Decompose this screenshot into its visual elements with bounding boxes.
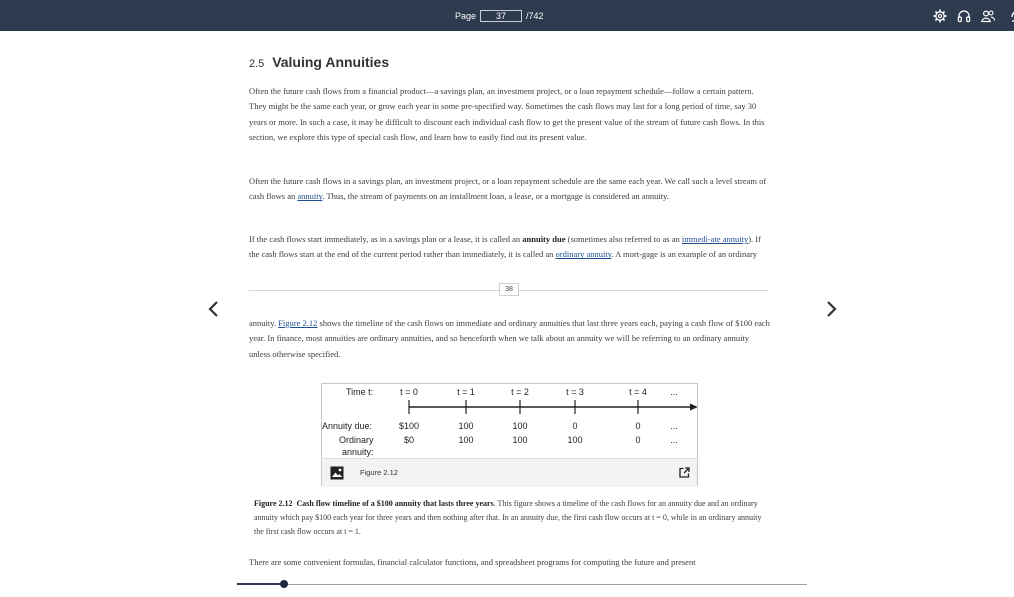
image-icon[interactable] <box>330 466 344 480</box>
timeline-arrowhead <box>690 404 697 411</box>
annuity-due-value-3: 0 <box>572 421 578 431</box>
figure-2-12-link[interactable]: Figure 2.12 <box>278 318 318 328</box>
annuity-due-value-ellipsis: ... <box>670 421 678 431</box>
reading-progress-handle[interactable] <box>280 580 288 588</box>
page-number-input[interactable] <box>480 10 522 22</box>
time-label-0: t = 0 <box>400 387 418 397</box>
reading-progress-track[interactable] <box>237 584 807 585</box>
time-label-4: t = 4 <box>629 387 647 397</box>
time-label-3: t = 3 <box>566 387 584 397</box>
paragraph-figure-reference <box>249 316 771 362</box>
figure-caption <box>254 497 769 539</box>
section-title: Valuing Annuities <box>272 54 390 70</box>
caption-label: Figure 2.12 <box>254 499 293 508</box>
external-link-icon[interactable] <box>679 467 690 478</box>
annuity-link[interactable]: annuity <box>297 191 323 202</box>
page-navigator <box>455 9 544 23</box>
toolbar-icons <box>932 8 1014 24</box>
time-label-1: t = 1 <box>457 387 475 397</box>
page-label: Page <box>455 11 477 21</box>
annuity-due-label: Annuity due: <box>322 421 373 431</box>
caption-title: Cash flow timeline of a $100 annuity that lasts three years <box>296 499 494 508</box>
paragraph-intro: Often the future cash flows from a financial product—a savings plan, an investment project, or a loan repayment schedule—follow a certain pattern. They might be the same each year, or grow each year in some pre-specified way. Sometimes the cash flows may last for a long period of time, say 30 years or more. In such a case, it may be difficult to discount each individual cash flow to get the present value of the stream of future cash flows. In this section, we explore this type of special cash flow, and learn how to easily find out its present value. <box>249 86 765 143</box>
caption-text: . This figure shows a timeline of the cash flows for an annuity due and an ordinary annuity which pay $100 each year for three years and then nothing after that. In an annuity due, the first cash flow occurs at t = 0, while in an ordinary annuity the first cash flow occurs at t = 1. <box>254 499 762 536</box>
figure-footer <box>322 458 697 487</box>
reader-toolbar <box>0 0 1014 31</box>
figure-footer-caption: Figure 2.12 <box>360 468 398 477</box>
ordinary-annuity-label-line1: Ordinary <box>339 435 374 445</box>
text-segment: annuity. <box>249 318 279 328</box>
ordinary-annuity-value-0: $0 <box>403 435 415 445</box>
paragraph-annuity-definition <box>249 174 771 205</box>
ordinary-annuity-link[interactable]: ordinary annuity <box>555 249 612 260</box>
section-number: 2.5 <box>249 58 265 70</box>
annuity-due-term: annuity due <box>522 234 566 244</box>
text-segment: If the cash flows start immediately, as in a savings plan or a lease, it is called an <box>249 234 523 244</box>
annuity-due-value-4: 0 <box>635 421 641 431</box>
immediate-annuity-link[interactable]: immedi-ate annuity <box>681 234 749 244</box>
ordinary-annuity-value-2: 100 <box>512 435 528 445</box>
annuity-due-value-0: $100 <box>398 421 420 431</box>
page-total: /742 <box>526 11 544 21</box>
cash-flow-timeline <box>322 384 697 458</box>
annuity-due-value-1: 100 <box>458 421 474 431</box>
time-axis-label: Time t: <box>346 387 374 397</box>
section-heading <box>249 54 389 70</box>
ordinary-annuity-label-line2: annuity: <box>342 447 374 457</box>
headphones-icon[interactable] <box>956 8 972 24</box>
text-segment: shows the timeline of the cash flows on immediate and ordinary annuities that last three years each, paying a cash flow of $100 each year. In finance, most annuities are ordinary annuities, and so henceforth when we talk about an annuity we will be referring to an ordinary annuity unless otherwise specified. <box>249 318 770 359</box>
time-label-ellipsis: ... <box>670 387 678 397</box>
ordinary-annuity-value-1: 100 <box>458 435 474 445</box>
ordinary-annuity-value-3: 100 <box>567 435 583 445</box>
time-label-2: t = 2 <box>511 387 529 397</box>
chevron-right-icon[interactable] <box>824 300 838 318</box>
ordinary-annuity-value-4: 0 <box>635 435 641 445</box>
paragraph-annuity-types <box>249 232 771 263</box>
partial-icon[interactable] <box>1004 8 1014 24</box>
chevron-left-icon[interactable] <box>207 300 221 318</box>
text-segment: . A mort-gage is an example of an ordinary <box>611 249 758 260</box>
text-segment: Often the future cash flows in a savings plan, an investment project, or a loan repayment schedule are the same each year. We call such a level stream of cash flows an <box>249 176 767 202</box>
ordinary-annuity-value-ellipsis: ... <box>670 435 678 445</box>
text-segment: (sometimes also referred to as an <box>565 234 682 244</box>
text-segment: ). If the cash flows start at the end of the current period rather than immediately, it is called an <box>249 234 761 260</box>
annuity-due-value-2: 100 <box>512 421 528 431</box>
text-segment: . Thus, the stream of payments on an installment loan, a lease, or a mortgage is considered an annuity. <box>322 191 669 202</box>
figure-2-12 <box>321 383 698 486</box>
page-break-number: 38 <box>499 283 519 296</box>
gear-icon[interactable] <box>932 8 948 24</box>
reading-progress-fill <box>237 583 284 585</box>
users-icon[interactable] <box>980 8 996 24</box>
paragraph-formulas: There are some convenient formulas, financial calculator functions, and spreadsheet programs for computing the future and present <box>249 557 696 567</box>
